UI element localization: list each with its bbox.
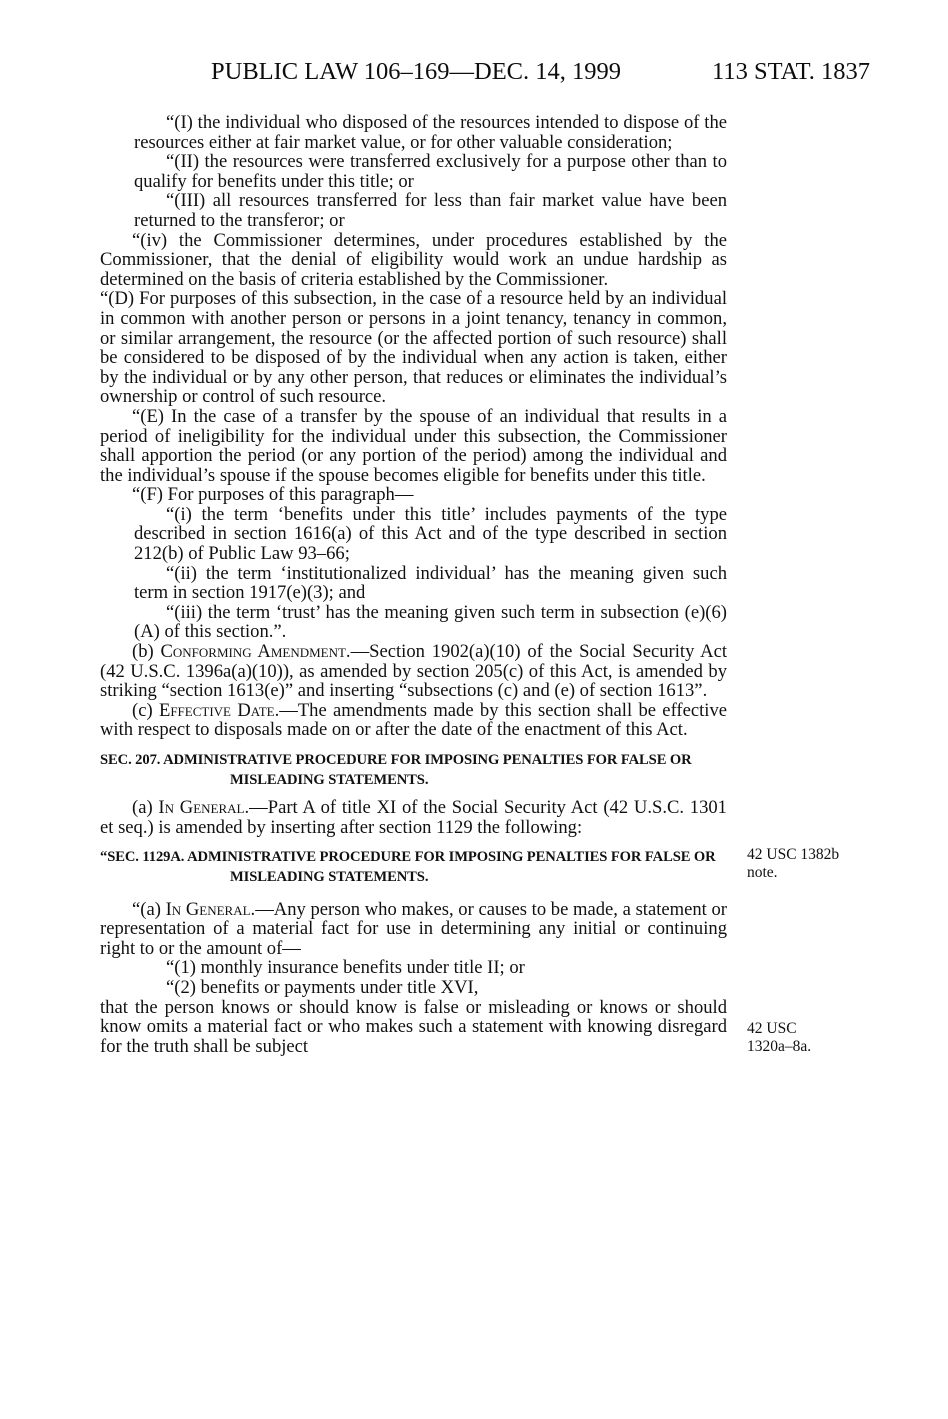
section-207-subsection-a: [100, 798, 727, 837]
subsection-b: [100, 642, 727, 701]
margin-note-1320a: [747, 1020, 811, 1055]
subsection-c-text: .—The amendments made by this section shall be effective with respect to disposals made on or after the date of the enactment of this Act.: [100, 699, 727, 741]
section-1129a-a-heading: In General: [165, 898, 251, 920]
benefit-item-1: “(1) monthly insurance benefits under title II; or: [166, 957, 525, 979]
subsection-c: [100, 701, 727, 740]
margin-note-1382b-line2: note.: [747, 863, 778, 881]
section-1129a-a-text: .—Any person who makes, or causes to be made, a statement or representation of a material fact for use in determining any initial or continuing right to or the amount of—: [100, 898, 727, 959]
margin-note-1382b-line1: 42 USC 1382b: [747, 846, 840, 863]
subparagraph-E: “(E) In the case of a transfer by the spouse of an individual that results in a period of ineligibility for the individual under this subsection, the Commissioner shall apportion the period (or any portion of the period) among the individual and the individual’s spouse if the spouse becomes eligible for benefits under this title.: [100, 405, 727, 486]
statute-body: [100, 113, 727, 1056]
margin-note-1320a-line1: 42 USC: [747, 1020, 797, 1037]
clause-II: “(II) the resources were transferred exclusively for a purpose other than to qualify for benefits under this title; or: [134, 151, 727, 192]
subsection-b-prefix: (b): [132, 641, 161, 663]
running-header-law: PUBLIC LAW 106–169—DEC. 14, 1999: [211, 58, 622, 85]
section-1129a-continuation: that the person knows or should know is false or misleading or knows or should know omits a material fact or who makes such a statement with knowing disregard for the truth shall be subject: [100, 996, 727, 1057]
clause-III: “(III) all resources transferred for less than fair market value have been returned to the transferor; or: [134, 190, 727, 231]
margin-note-1382b: [747, 846, 839, 881]
section-207-heading: SEC. 207. ADMINISTRATIVE PROCEDURE FOR IMPOSING PENALTIES FOR FALSE OR MISLEADING STATEMENTS.: [100, 752, 692, 788]
subsection-c-heading: Effective Date: [158, 699, 275, 721]
definitions-block: [100, 505, 727, 642]
subparagraph-F: “(F) For purposes of this paragraph—: [132, 484, 414, 506]
subsection-c-prefix: (c): [132, 699, 159, 721]
definition-iii: “(iii) the term ‘trust’ has the meaning given such term in subsection (e)(6)(A) of this section.”.: [134, 601, 727, 643]
clause-sub-block: [100, 113, 727, 231]
definition-i: “(i) the term ‘benefits under this title’ includes payments of the type described in section 1616(a) of this Act and of the type described in section 212(b) of Public Law 93–66;: [134, 503, 727, 565]
clause-I: “(I) the individual who disposed of the resources intended to dispose of the resources either at fair market value, or for other valuable consideration;: [134, 112, 727, 153]
definition-ii: “(ii) the term ‘institutionalized individual’ has the meaning given such term in section 1917(e)(3); and: [134, 562, 727, 604]
subsection-b-heading: Conforming Amendment: [160, 641, 346, 663]
benefit-list-block: [100, 958, 727, 997]
margin-note-1320a-line2: 1320a–8a.: [747, 1037, 812, 1055]
section-207-a-heading: In General: [158, 797, 245, 819]
section-207-a-text: .—Part A of title XI of the Social Security Act (42 U.S.C. 1301 et seq.) is amended by inserting after section 1129 the following:: [100, 797, 727, 838]
section-1129a-heading: “SEC. 1129A. ADMINISTRATIVE PROCEDURE FOR IMPOSING PENALTIES FOR FALSE OR MISLEADING STATEMENTS.: [100, 849, 716, 885]
clause-iv: “(iv) the Commissioner determines, under procedures established by the Commissioner, that the denial of eligibility would work an undue hardship as determined on the basis of criteria established by the Commissioner.: [100, 229, 727, 290]
subsection-b-text: .—Section 1902(a)(10) of the Social Security Act (42 U.S.C. 1396a(a)(10)), as amended by section 205(c) of this Act, is amended by striking “section 1613(e)” and inserting “subsections (c) and (e) of section 1613”.: [100, 641, 727, 702]
section-207-a-prefix: (a): [132, 797, 159, 819]
section-1129a-subsection-a: [100, 900, 727, 959]
running-header-stat-page: 113 STAT. 1837: [712, 58, 870, 85]
benefit-item-2: “(2) benefits or payments under title XVI,: [166, 976, 479, 998]
subparagraph-D: “(D) For purposes of this subsection, in the case of a resource held by an individual in common with another person or persons in a joint tenancy, tenancy in common, or similar arrangement, the resource (or the affected portion of such resource) shall be considered to be disposed of by the individual when any action is taken, either by the individual or by any other person, that reduces or eliminates the individual’s ownership or control of such resource.: [100, 288, 727, 408]
section-1129a-a-prefix: “(a): [132, 898, 166, 920]
